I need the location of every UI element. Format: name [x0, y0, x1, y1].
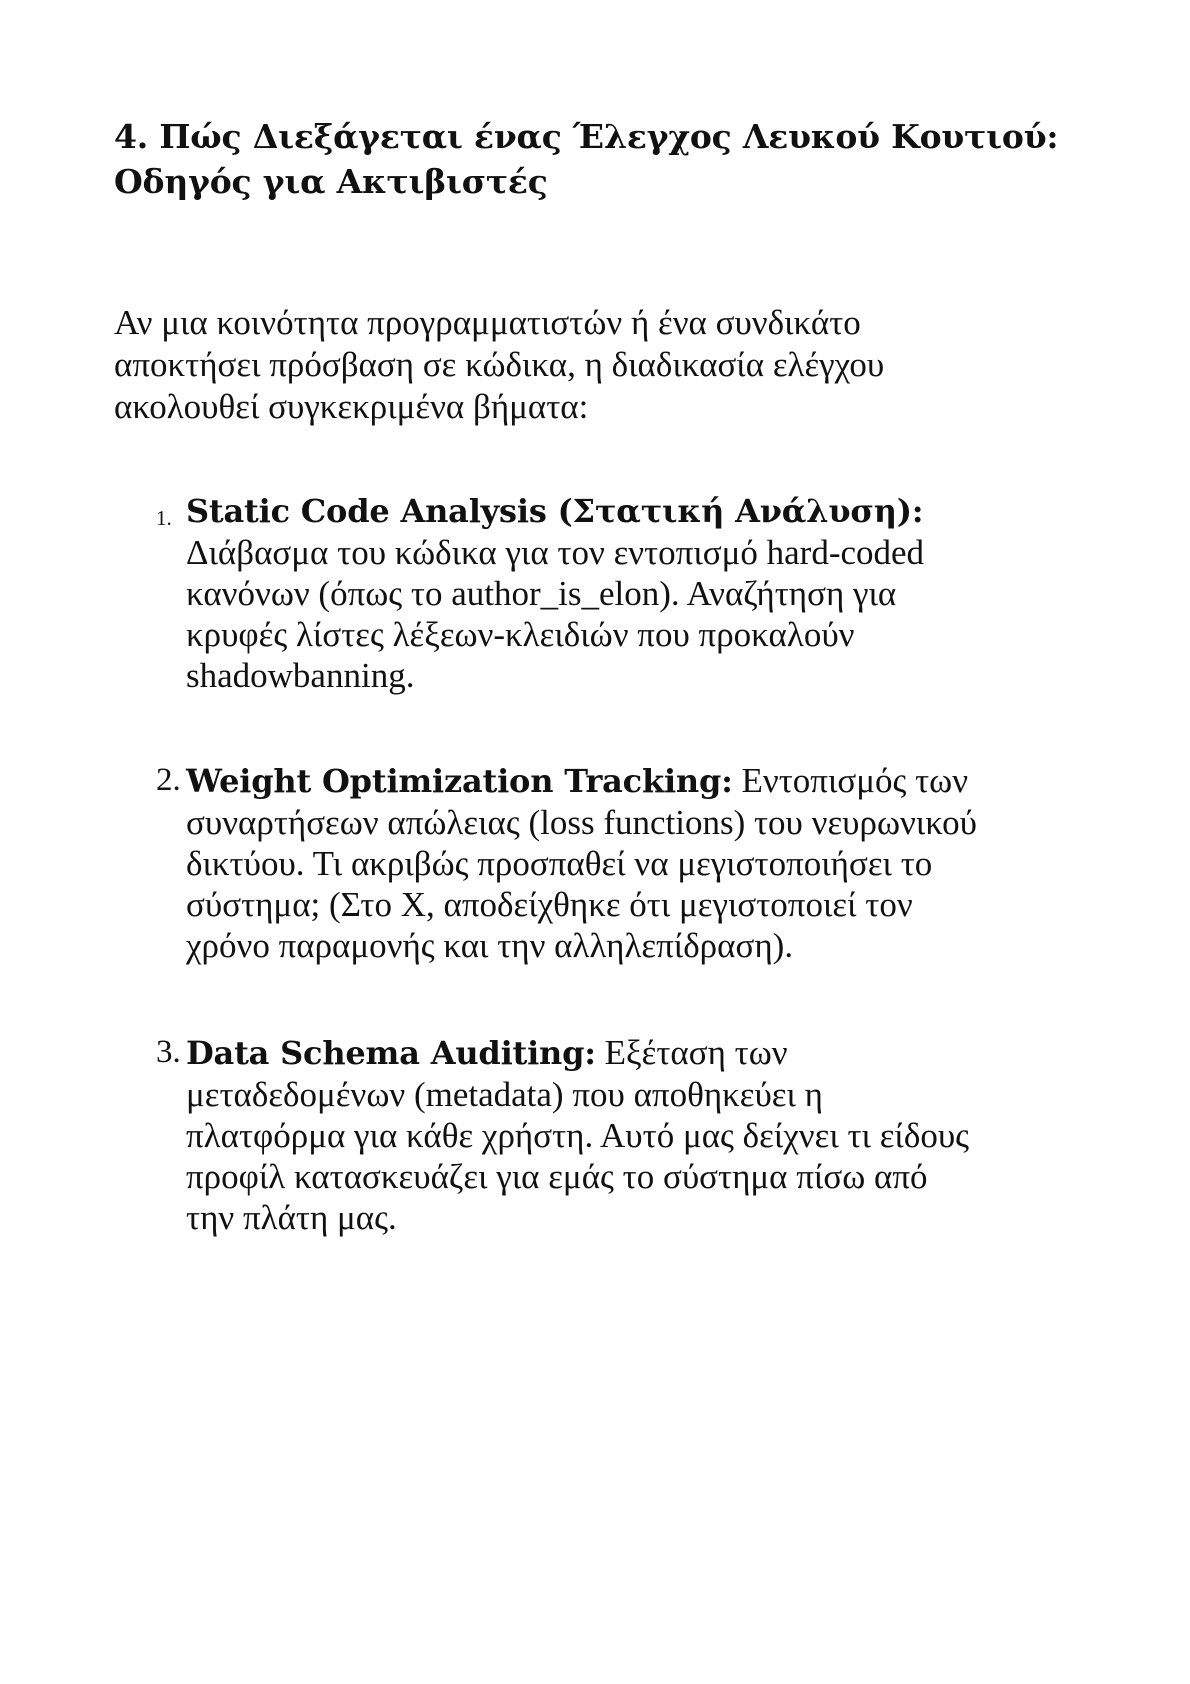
heading-line: 4. Πώς Διεξάγεται ένας Έλεγχος Λευκού Κουτιού: — [114, 117, 1059, 156]
list-item-line: χρόνο παραμονής και την αλληλεπίδραση). — [186, 926, 794, 965]
intro-line: αποκτήσει πρόσβαση σε κώδικα, η διαδικασία ελέγχου — [114, 345, 885, 384]
list-item — [156, 760, 1126, 966]
list-item-text: Εντοπισμός των — [732, 761, 969, 800]
list-item-line: σύστημα; (Στο X, αποδείχθηκε ότι μεγιστοποιεί τον — [186, 885, 913, 924]
list-item-line: δικτύου. Τι ακριβώς προσπαθεί να μεγιστοποιήσει το — [186, 844, 933, 883]
list-item-title: Data Schema Auditing: — [186, 1034, 596, 1072]
list-item-text: Εξέταση των — [595, 1033, 788, 1072]
list-item-line: προφίλ κατασκευάζει για εμάς το σύστημα πίσω από — [186, 1157, 928, 1196]
intro-line: ακολουθεί συγκεκριμένα βήματα: — [114, 387, 589, 426]
list-item — [156, 490, 1126, 696]
list-item-line: Διάβασμα του κώδικα για τον εντοπισμό hard-coded — [186, 533, 925, 572]
list-item-line: shadowbanning. — [186, 656, 415, 695]
list-item-line: μεταδεδομένων (metadata) που αποθηκεύει η — [186, 1075, 823, 1114]
list-marker: 3. — [156, 1034, 181, 1070]
list-item-title: Weight Optimization Tracking: — [186, 762, 733, 800]
list-item-line: κρυφές λίστες λέξεων-κλειδιών που προκαλούν — [186, 615, 855, 654]
intro-paragraph — [114, 302, 1074, 428]
intro-line: Αν μια κοινότητα προγραμματιστών ή ένα συνδικάτο — [114, 303, 861, 342]
list-item — [156, 1032, 1126, 1238]
list-marker: 2. — [156, 762, 181, 798]
list-item-line: συναρτήσεων απώλειας (loss functions) του νευρωνικού — [186, 803, 977, 842]
list-item-title-line — [186, 760, 1126, 802]
list-item-line: πλατφόρμα για κάθε χρήστη. Αυτό μας δείχνει τι είδους — [186, 1116, 970, 1155]
list-item-title-line — [186, 490, 1126, 532]
heading-line: Οδηγός για Ακτιβιστές — [114, 162, 548, 201]
list-marker: 1. — [156, 506, 172, 530]
section-heading — [114, 114, 1074, 204]
list-item-title: Static Code Analysis (Στατική Ανάλυση): — [186, 492, 924, 530]
list-item-line: την πλάτη μας. — [186, 1198, 397, 1237]
list-item-line: κανόνων (όπως το author_is_elon). Αναζήτηση για — [186, 574, 897, 613]
list-item-title-line — [186, 1032, 1126, 1074]
